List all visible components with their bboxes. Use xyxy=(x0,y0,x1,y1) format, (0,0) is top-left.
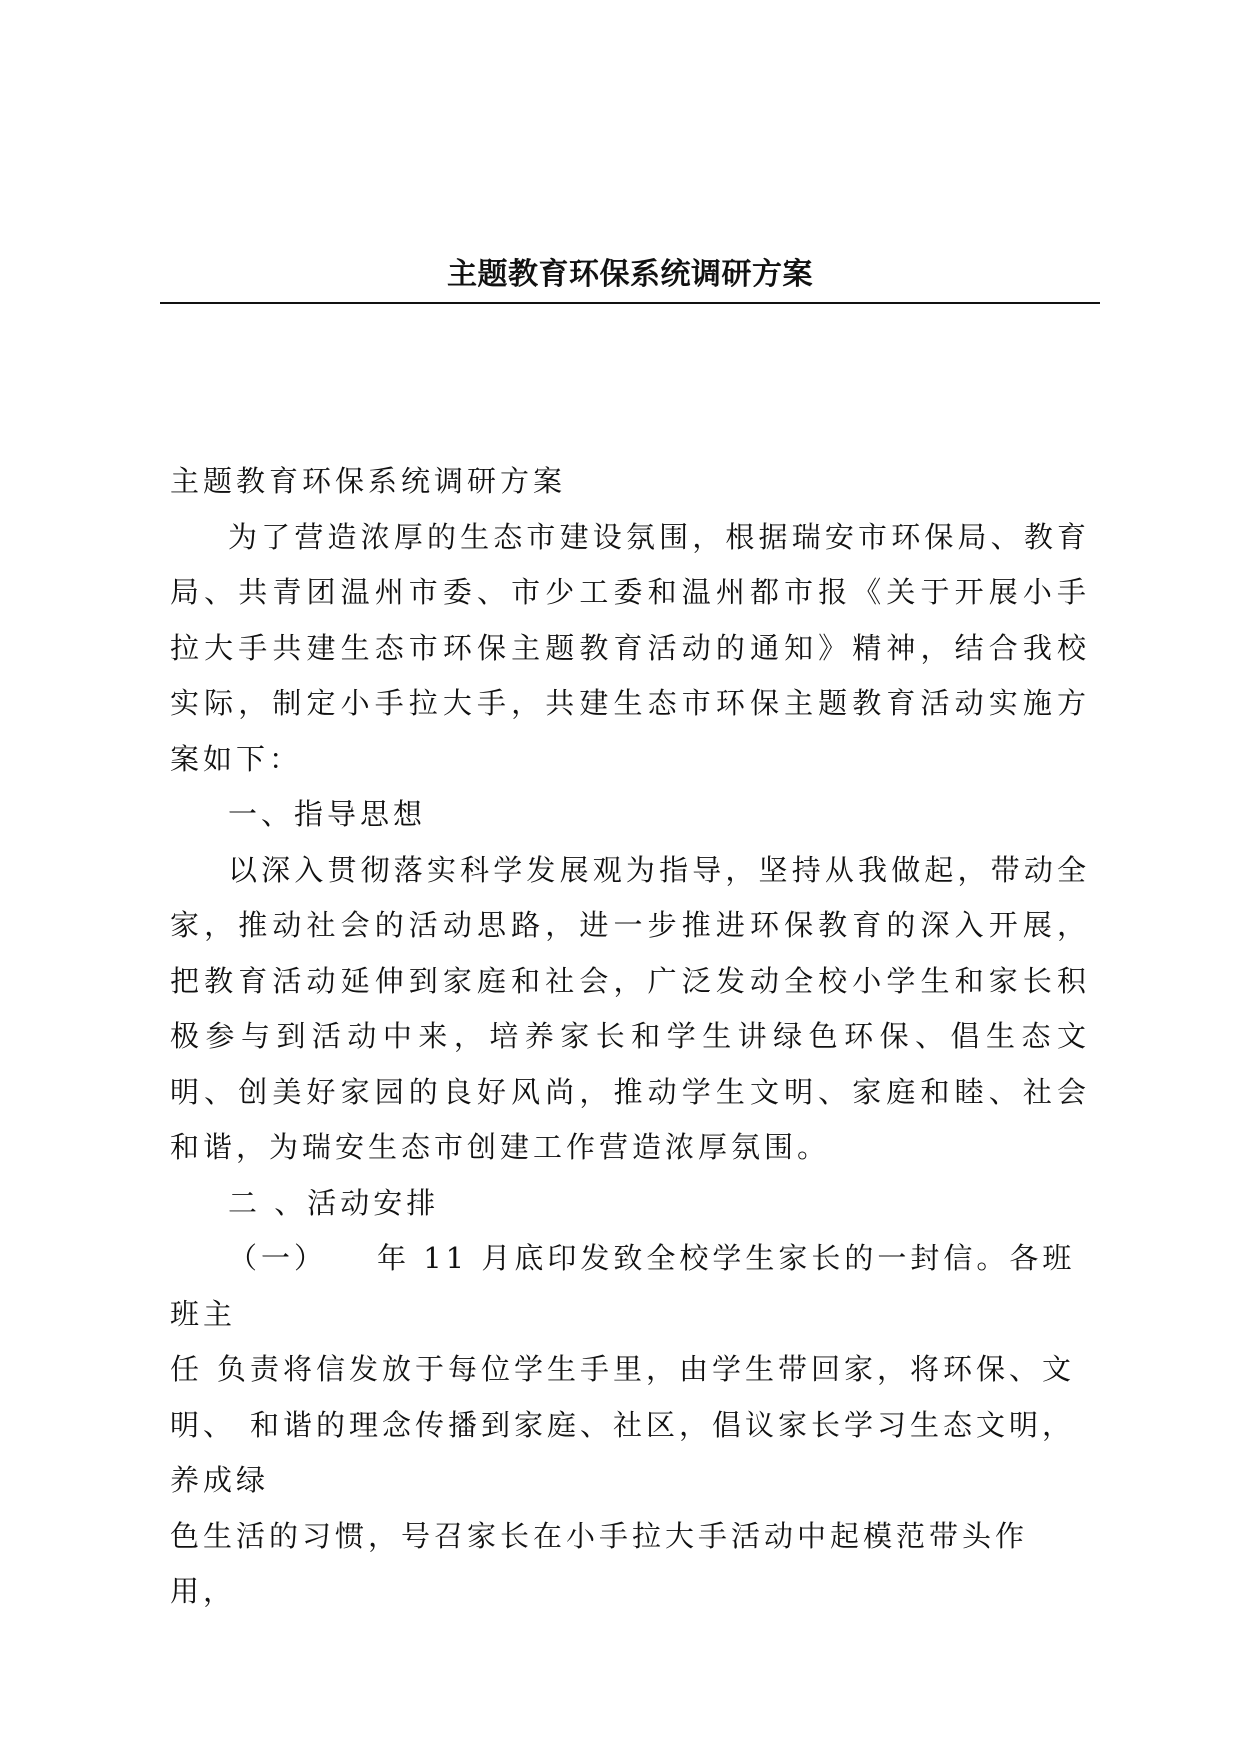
activity-item-1-text-line-3b: 和谐的理念传播到家庭、社区，倡议家长学习生态文明， xyxy=(250,1407,1076,1442)
activity-item-1-text-line-2a: 任 xyxy=(170,1352,204,1386)
document-header xyxy=(160,248,1100,302)
section-heading-activity-arrangement: 二 、活动安排 xyxy=(228,1185,440,1220)
section-heading-guiding-ideology: 一、指导思想 xyxy=(228,797,427,831)
activity-item-1-text-line-5: 色生活的习惯，号召家长在小手拉大手活动中起模范带头作用， xyxy=(170,1518,1029,1608)
activity-item-1-line xyxy=(170,1342,1090,1398)
document-subtitle: 主题教育环保系统调研方案 xyxy=(170,464,567,498)
document-title: 主题教育环保系统调研方案 xyxy=(447,257,813,292)
activity-item-1-line xyxy=(170,1398,1090,1454)
intro-paragraph: 为了营造浓厚的生态市建设氛围，根据瑞安市环保局、教育局、共青团温州市委、市少工委和温州都市报《关于开展小手拉大手共建生态市环保主题教育活动的通知》精神，结合我校实际，制定小手拉大手，共建生态市环保主题教育活动实施方案如下： xyxy=(170,519,1090,776)
title-underline xyxy=(160,302,1100,304)
activity-item-1-text-line-1: 年 11 月底印发致全校学生家长的一封信。各班班主 xyxy=(170,1241,1076,1331)
activity-item-1-text-line-2b: 负责将信发放于每位学生手里，由学生带回家，将环保、文 xyxy=(217,1352,1076,1386)
activity-item-1-label: （一） xyxy=(228,1241,328,1275)
guiding-ideology-paragraph: 以深入贯彻落实科学发展观为指导，坚持从我做起，带动全家，推动社会的活动思路，进一步推进环保教育的深入开展，把教育活动延伸到家庭和社会，广泛发动全校小学生和家长积极参与到活动中来，培养家长和学生讲绿色环保、倡生态文明、创美好家园的良好风尚，推动学生文明、家庭和睦、社会和谐，为瑞安生态市创建工作营造浓厚氛围。 xyxy=(170,852,1090,1164)
activity-item-1-line xyxy=(170,1231,1090,1342)
activity-item-1-text-line-3a: 明、 xyxy=(170,1407,237,1442)
document-body xyxy=(170,454,1090,1620)
activity-item-1-text-line-4: 养成绿 xyxy=(170,1463,270,1497)
